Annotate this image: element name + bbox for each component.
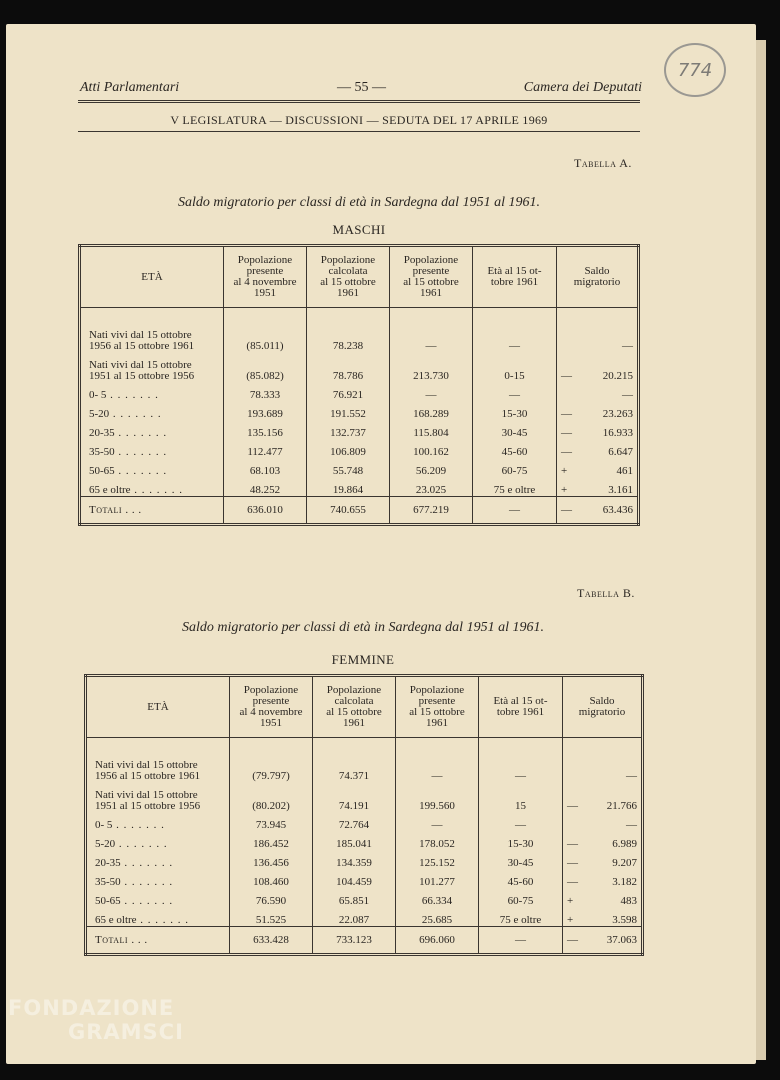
pop-calcolata-cell: 55.748 <box>307 458 390 477</box>
eta-1961-cell: 60-75 <box>479 888 563 907</box>
pop-presente-1961-cell: 168.289 <box>390 401 473 420</box>
column-header-eta-1961: Età al 15 ot- tobre 1961 <box>479 676 563 738</box>
saldo-sign: — <box>561 370 572 382</box>
pop-presente-cell: 112.477 <box>224 439 307 458</box>
saldo-value: 37.063 <box>606 934 637 946</box>
saldo-value: 63.436 <box>602 504 633 516</box>
saldo-value: 9.207 <box>612 857 637 869</box>
column-header-eta-1961: Età al 15 ot- tobre 1961 <box>473 246 557 308</box>
header-rule <box>78 100 640 101</box>
eta-1961-cell: 15 <box>479 782 563 812</box>
saldo-cell <box>557 322 639 352</box>
table-row <box>80 477 639 497</box>
pop-calcolata-cell: 76.921 <box>307 382 390 401</box>
archive-stamp: 774 <box>664 43 726 97</box>
pop-calcolata-cell: 104.459 <box>313 869 396 888</box>
pop-calcolata-cell: 185.041 <box>313 831 396 850</box>
age-class-cell: Nati vivi dal 15 ottobre 1956 al 15 ottobre 1961 <box>95 759 201 782</box>
pop-presente-cell: 48.252 <box>224 477 307 497</box>
pop-calcolata-cell: 132.737 <box>307 420 390 439</box>
table-a-title: Saldo migratorio per classi di età in Sardegna dal 1951 al 1961. <box>178 195 540 210</box>
table-a-label: Tabella A. <box>574 156 632 170</box>
saldo-value: 3.182 <box>612 876 637 888</box>
age-class-cell: 50-65 . . . <box>86 888 230 907</box>
saldo-cell <box>563 927 643 955</box>
pop-presente-1961-cell: 66.334 <box>396 888 479 907</box>
age-class-cell: 65 e oltre . . . <box>80 477 224 497</box>
table-row <box>86 850 643 869</box>
saldo-cell <box>557 382 639 401</box>
pop-presente-cell: 636.010 <box>224 497 307 525</box>
spacer-cell <box>390 308 473 323</box>
column-header-eta: ETÀ <box>86 676 230 738</box>
pop-presente-cell: 193.689 <box>224 401 307 420</box>
spacer-cell <box>563 738 643 753</box>
saldo-value: — <box>622 389 633 401</box>
spacer-cell <box>230 738 313 753</box>
column-header-saldo: Saldo migratorio <box>557 246 639 308</box>
age-class-cell: 20-35 . . . <box>80 420 224 439</box>
column-header-eta: ETÀ <box>80 246 224 308</box>
saldo-cell <box>563 888 643 907</box>
pop-presente-1961-cell: 677.219 <box>390 497 473 525</box>
pop-presente-cell: (85.082) <box>224 352 307 382</box>
column-header-pop-calcolata: Popolazione calcolata al 15 ottobre 1961 <box>307 246 390 308</box>
eta-1961-cell: — <box>479 927 563 955</box>
spacer-cell <box>224 308 307 323</box>
column-header-pop-calcolata: Popolazione calcolata al 15 ottobre 1961 <box>313 676 396 738</box>
table-row <box>86 888 643 907</box>
table-row <box>86 831 643 850</box>
table-row <box>80 352 639 382</box>
pop-presente-cell: 68.103 <box>224 458 307 477</box>
saldo-cell <box>557 401 639 420</box>
pop-presente-1961-cell: 23.025 <box>390 477 473 497</box>
age-class-cell: Nati vivi dal 15 ottobre 1956 al 15 ottobre 1961 <box>89 329 195 352</box>
pop-calcolata-cell: 733.123 <box>313 927 396 955</box>
page-number: — 55 — <box>337 80 386 95</box>
saldo-value: 483 <box>620 895 637 907</box>
total-row <box>86 927 643 955</box>
page-edge <box>756 40 766 1060</box>
spacer-cell <box>313 738 396 753</box>
saldo-cell <box>563 850 643 869</box>
saldo-sign: — <box>561 408 572 420</box>
header-right: Camera dei Deputati <box>523 80 642 95</box>
pop-calcolata-cell: 134.359 <box>313 850 396 869</box>
eta-1961-cell: 45-60 <box>479 869 563 888</box>
eta-1961-cell: — <box>473 322 557 352</box>
saldo-sign: — <box>561 427 572 439</box>
saldo-cell <box>563 869 643 888</box>
spacer-cell <box>473 308 557 323</box>
pop-presente-1961-cell: 178.052 <box>396 831 479 850</box>
saldo-value: — <box>626 819 637 831</box>
spacer-cell <box>396 738 479 753</box>
saldo-cell <box>557 352 639 382</box>
table-row <box>80 401 639 420</box>
eta-1961-cell: — <box>473 497 557 525</box>
saldo-cell <box>563 831 643 850</box>
table-b-label: Tabella B. <box>577 586 635 600</box>
age-class-cell: Nati vivi dal 15 ottobre 1951 al 15 ottobre 1956 <box>95 789 201 812</box>
table-a-gender: MASCHI <box>332 222 386 237</box>
watermark-line1: FONDAZIONE <box>8 996 175 1020</box>
saldo-sign: — <box>567 876 578 888</box>
saldo-value: 16.933 <box>602 427 633 439</box>
saldo-cell <box>563 907 643 927</box>
eta-1961-cell: 60-75 <box>473 458 557 477</box>
spacer-cell <box>80 308 224 323</box>
pop-calcolata-cell: 740.655 <box>307 497 390 525</box>
saldo-sign: + <box>567 895 574 907</box>
eta-1961-cell: 15-30 <box>479 831 563 850</box>
pop-presente-1961-cell: — <box>396 752 479 782</box>
saldo-cell <box>557 458 639 477</box>
saldo-cell <box>557 477 639 497</box>
spacer-cell <box>479 738 563 753</box>
header-rule-double <box>78 102 640 103</box>
age-class-cell: 35-50 . . . <box>80 439 224 458</box>
pop-presente-1961-cell: 100.162 <box>390 439 473 458</box>
pop-calcolata-cell: 22.087 <box>313 907 396 927</box>
spacer-cell <box>557 308 639 323</box>
age-class-cell: 0- 5 . . . <box>86 812 230 831</box>
pop-presente-1961-cell: 213.730 <box>390 352 473 382</box>
eta-1961-cell: 15-30 <box>473 401 557 420</box>
saldo-sign: — <box>561 504 572 516</box>
pop-calcolata-cell: 78.238 <box>307 322 390 352</box>
age-class-cell: Nati vivi dal 15 ottobre 1951 al 15 ottobre 1956 <box>89 359 195 382</box>
saldo-value: 6.647 <box>608 446 633 458</box>
pop-presente-1961-cell: 125.152 <box>396 850 479 869</box>
saldo-value: 20.215 <box>602 370 633 382</box>
spacer-cell <box>86 738 230 753</box>
session-subheader: V LEGISLATURA — DISCUSSIONI — SEDUTA DEL 17 APRILE 1969 <box>170 113 548 127</box>
age-class-cell: 5-20 . . . <box>80 401 224 420</box>
pop-presente-1961-cell: 199.560 <box>396 782 479 812</box>
age-class-cell: 0- 5 . . . <box>80 382 224 401</box>
pop-presente-cell: 108.460 <box>230 869 313 888</box>
saldo-value: 21.766 <box>606 800 637 812</box>
pop-presente-1961-cell: 115.804 <box>390 420 473 439</box>
saldo-cell <box>563 812 643 831</box>
spacer-cell <box>307 308 390 323</box>
table-row <box>86 812 643 831</box>
table-row <box>80 382 639 401</box>
age-class-cell: 65 e oltre . . . <box>86 907 230 927</box>
spacer-row <box>86 738 643 753</box>
pop-calcolata-cell: 65.851 <box>313 888 396 907</box>
total-row <box>80 497 639 525</box>
table-row <box>86 907 643 927</box>
total-label: Totali . . . <box>80 497 224 525</box>
pop-presente-1961-cell: — <box>390 322 473 352</box>
saldo-cell <box>563 782 643 812</box>
pop-presente-cell: 51.525 <box>230 907 313 927</box>
saldo-sign: — <box>567 838 578 850</box>
saldo-sign: — <box>567 857 578 869</box>
pop-calcolata-cell: 78.786 <box>307 352 390 382</box>
saldo-value: 23.263 <box>602 408 633 420</box>
saldo-sign: — <box>567 934 578 946</box>
saldo-cell <box>557 420 639 439</box>
pop-presente-1961-cell: 101.277 <box>396 869 479 888</box>
pop-presente-1961-cell: 696.060 <box>396 927 479 955</box>
table-row <box>80 439 639 458</box>
age-class-cell: 20-35 . . . <box>86 850 230 869</box>
column-header-pop-presente: Popolazione presente al 4 novembre 1951 <box>230 676 313 738</box>
eta-1961-cell: — <box>473 382 557 401</box>
saldo-sign: — <box>567 800 578 812</box>
eta-1961-cell: 30-45 <box>479 850 563 869</box>
column-header-pop-presente: Popolazione presente al 4 novembre 1951 <box>224 246 307 308</box>
eta-1961-cell: — <box>479 752 563 782</box>
pop-presente-1961-cell: 25.685 <box>396 907 479 927</box>
eta-1961-cell: 75 e oltre <box>479 907 563 927</box>
saldo-sign: + <box>561 484 568 496</box>
watermark-line2: GRAMSCI <box>68 1020 184 1044</box>
table-b <box>84 674 644 956</box>
pop-calcolata-cell: 72.764 <box>313 812 396 831</box>
table-row <box>80 458 639 477</box>
saldo-cell <box>563 752 643 782</box>
age-class-cell: 35-50 . . . <box>86 869 230 888</box>
table-row <box>80 322 639 352</box>
column-header-pop-presente-1961: Popolazione presente al 15 ottobre 1961 <box>390 246 473 308</box>
age-class-cell: 5-20 . . . <box>86 831 230 850</box>
pop-presente-cell: 73.945 <box>230 812 313 831</box>
table-row <box>86 782 643 812</box>
pop-presente-1961-cell: — <box>390 382 473 401</box>
pop-presente-cell: 186.452 <box>230 831 313 850</box>
saldo-cell <box>557 439 639 458</box>
pop-presente-cell: 633.428 <box>230 927 313 955</box>
eta-1961-cell: — <box>479 812 563 831</box>
saldo-value: — <box>626 770 637 782</box>
total-label: Totali . . . <box>86 927 230 955</box>
subheader-rule <box>78 131 640 132</box>
table-row <box>80 420 639 439</box>
saldo-sign: + <box>561 465 568 477</box>
header-left: Atti Parlamentari <box>80 80 180 95</box>
saldo-value: 3.598 <box>612 914 637 926</box>
table-row <box>86 869 643 888</box>
table-b-gender: FEMMINE <box>331 652 395 667</box>
pop-presente-cell: 135.156 <box>224 420 307 439</box>
pop-calcolata-cell: 74.191 <box>313 782 396 812</box>
column-header-saldo: Saldo migratorio <box>563 676 643 738</box>
pop-calcolata-cell: 74.371 <box>313 752 396 782</box>
saldo-value: 3.161 <box>608 484 633 496</box>
table-a <box>78 244 640 526</box>
pop-calcolata-cell: 106.809 <box>307 439 390 458</box>
pop-presente-1961-cell: 56.209 <box>390 458 473 477</box>
saldo-sign: — <box>561 446 572 458</box>
pop-calcolata-cell: 191.552 <box>307 401 390 420</box>
pop-presente-1961-cell: — <box>396 812 479 831</box>
watermark <box>8 996 184 1044</box>
pop-presente-cell: (80.202) <box>230 782 313 812</box>
column-header-pop-presente-1961: Popolazione presente al 15 ottobre 1961 <box>396 676 479 738</box>
saldo-value: — <box>622 340 633 352</box>
eta-1961-cell: 30-45 <box>473 420 557 439</box>
pop-presente-cell: (79.797) <box>230 752 313 782</box>
pop-calcolata-cell: 19.864 <box>307 477 390 497</box>
age-class-cell: 50-65 . . . <box>80 458 224 477</box>
pop-presente-cell: 76.590 <box>230 888 313 907</box>
saldo-cell <box>557 497 639 525</box>
eta-1961-cell: 45-60 <box>473 439 557 458</box>
eta-1961-cell: 0-15 <box>473 352 557 382</box>
table-row <box>86 752 643 782</box>
pop-presente-cell: (85.011) <box>224 322 307 352</box>
pop-presente-cell: 136.456 <box>230 850 313 869</box>
saldo-value: 461 <box>616 465 633 477</box>
spacer-row <box>80 308 639 323</box>
eta-1961-cell: 75 e oltre <box>473 477 557 497</box>
saldo-sign: + <box>567 914 574 926</box>
pop-presente-cell: 78.333 <box>224 382 307 401</box>
table-b-title: Saldo migratorio per classi di età in Sardegna dal 1951 al 1961. <box>182 620 544 635</box>
saldo-value: 6.989 <box>612 838 637 850</box>
